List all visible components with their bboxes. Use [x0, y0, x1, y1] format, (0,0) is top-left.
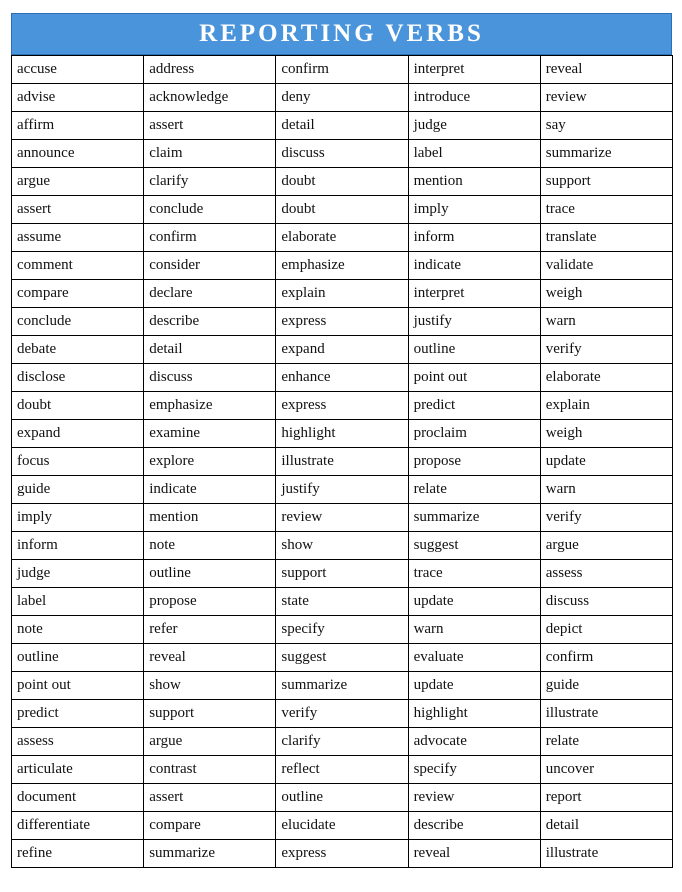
verb-cell: refine [12, 840, 144, 868]
verb-cell: outline [12, 644, 144, 672]
verb-cell: illustrate [540, 840, 672, 868]
verb-cell: show [144, 672, 276, 700]
verb-cell: support [144, 700, 276, 728]
table-row [12, 112, 673, 140]
verb-cell: assume [12, 224, 144, 252]
verb-cell: explain [276, 280, 408, 308]
verb-cell: mention [144, 504, 276, 532]
verb-cell: argue [540, 532, 672, 560]
verb-cell: express [276, 392, 408, 420]
table-row [12, 168, 673, 196]
verb-cell: assess [12, 728, 144, 756]
table-row [12, 448, 673, 476]
verb-cell: document [12, 784, 144, 812]
verb-cell: illustrate [276, 448, 408, 476]
verb-cell: assess [540, 560, 672, 588]
table-row [12, 336, 673, 364]
table-row [12, 224, 673, 252]
verb-cell: review [408, 784, 540, 812]
verb-cell: outline [408, 336, 540, 364]
verb-cell: accuse [12, 56, 144, 84]
verb-cell: predict [12, 700, 144, 728]
verb-cell: enhance [276, 364, 408, 392]
verb-cell: comment [12, 252, 144, 280]
verb-cell: support [540, 168, 672, 196]
verb-cell: report [540, 784, 672, 812]
table-row [12, 840, 673, 868]
verb-cell: suggest [408, 532, 540, 560]
verb-cell: refer [144, 616, 276, 644]
title-banner [11, 13, 672, 55]
verb-cell: outline [276, 784, 408, 812]
verb-cell: conclude [12, 308, 144, 336]
verb-cell: update [408, 672, 540, 700]
verb-cell: elaborate [540, 364, 672, 392]
verb-cell: introduce [408, 84, 540, 112]
table-row [12, 700, 673, 728]
verb-cell: elaborate [276, 224, 408, 252]
verb-cell: advocate [408, 728, 540, 756]
verb-cell: affirm [12, 112, 144, 140]
verb-cell: clarify [276, 728, 408, 756]
verb-cell: label [408, 140, 540, 168]
verb-cell: suggest [276, 644, 408, 672]
verb-cell: deny [276, 84, 408, 112]
verb-cell: clarify [144, 168, 276, 196]
verb-cell: reflect [276, 756, 408, 784]
verb-cell: relate [408, 476, 540, 504]
verb-cell: claim [144, 140, 276, 168]
verb-cell: proclaim [408, 420, 540, 448]
verb-cell: weigh [540, 420, 672, 448]
verb-cell: express [276, 308, 408, 336]
verb-cell: point out [12, 672, 144, 700]
verb-cell: differentiate [12, 812, 144, 840]
reporting-verbs-sheet [11, 13, 672, 868]
verb-cell: imply [12, 504, 144, 532]
verb-cell: warn [540, 476, 672, 504]
verb-cell: trace [408, 560, 540, 588]
verb-cell: validate [540, 252, 672, 280]
table-row [12, 364, 673, 392]
verb-cell: guide [540, 672, 672, 700]
verb-cell: consider [144, 252, 276, 280]
verb-cell: describe [144, 308, 276, 336]
verb-cell: explain [540, 392, 672, 420]
table-row [12, 140, 673, 168]
verb-cell: reveal [408, 840, 540, 868]
verb-cell: label [12, 588, 144, 616]
verb-cell: propose [144, 588, 276, 616]
verb-cell: detail [276, 112, 408, 140]
table-row [12, 420, 673, 448]
verb-cell: review [540, 84, 672, 112]
table-row [12, 532, 673, 560]
verb-cell: confirm [540, 644, 672, 672]
table-row [12, 644, 673, 672]
verb-cell: articulate [12, 756, 144, 784]
verb-cell: outline [144, 560, 276, 588]
verb-cell: expand [276, 336, 408, 364]
verb-cell: guide [12, 476, 144, 504]
verb-cell: reveal [144, 644, 276, 672]
verb-cell: doubt [276, 168, 408, 196]
verb-cell: discuss [540, 588, 672, 616]
verb-cell: compare [144, 812, 276, 840]
verb-cell: justify [276, 476, 408, 504]
verb-cell: propose [408, 448, 540, 476]
verb-cell: detail [144, 336, 276, 364]
verb-cell: disclose [12, 364, 144, 392]
table-row [12, 56, 673, 84]
table-row [12, 476, 673, 504]
verb-cell: warn [540, 308, 672, 336]
verb-cell: state [276, 588, 408, 616]
verb-cell: verify [276, 700, 408, 728]
verb-cell: highlight [276, 420, 408, 448]
verb-cell: elucidate [276, 812, 408, 840]
verb-cell: argue [144, 728, 276, 756]
verb-cell: indicate [408, 252, 540, 280]
verb-cell: translate [540, 224, 672, 252]
verb-cell: weigh [540, 280, 672, 308]
verb-cell: illustrate [540, 700, 672, 728]
verb-cell: emphasize [276, 252, 408, 280]
table-row [12, 756, 673, 784]
verb-cell: say [540, 112, 672, 140]
verb-cell: relate [540, 728, 672, 756]
verb-cell: detail [540, 812, 672, 840]
table-row [12, 812, 673, 840]
verb-cell: emphasize [144, 392, 276, 420]
verb-cell: mention [408, 168, 540, 196]
verb-cell: discuss [276, 140, 408, 168]
verb-cell: specify [408, 756, 540, 784]
page-title: REPORTING VERBS [199, 20, 484, 47]
verb-cell: inform [408, 224, 540, 252]
verb-cell: confirm [276, 56, 408, 84]
table-row [12, 280, 673, 308]
verb-cell: summarize [408, 504, 540, 532]
verb-cell: announce [12, 140, 144, 168]
verb-cell: describe [408, 812, 540, 840]
verb-cell: declare [144, 280, 276, 308]
verb-cell: interpret [408, 56, 540, 84]
verb-cell: note [144, 532, 276, 560]
verb-cell: judge [12, 560, 144, 588]
verb-cell: point out [408, 364, 540, 392]
verb-cell: argue [12, 168, 144, 196]
verbs-table-body [12, 56, 673, 868]
verb-cell: acknowledge [144, 84, 276, 112]
verb-cell: assert [12, 196, 144, 224]
verb-cell: update [408, 588, 540, 616]
verb-cell: summarize [144, 840, 276, 868]
verb-cell: show [276, 532, 408, 560]
table-row [12, 560, 673, 588]
verb-cell: update [540, 448, 672, 476]
verb-cell: judge [408, 112, 540, 140]
verb-cell: uncover [540, 756, 672, 784]
verb-cell: debate [12, 336, 144, 364]
table-row [12, 588, 673, 616]
verb-cell: interpret [408, 280, 540, 308]
table-row [12, 784, 673, 812]
verb-cell: support [276, 560, 408, 588]
verb-cell: explore [144, 448, 276, 476]
verb-cell: reveal [540, 56, 672, 84]
table-row [12, 252, 673, 280]
verb-cell: assert [144, 784, 276, 812]
verb-cell: address [144, 56, 276, 84]
verb-cell: inform [12, 532, 144, 560]
verb-cell: verify [540, 504, 672, 532]
table-row [12, 84, 673, 112]
verb-cell: compare [12, 280, 144, 308]
verb-cell: focus [12, 448, 144, 476]
verb-cell: warn [408, 616, 540, 644]
verb-cell: assert [144, 112, 276, 140]
verb-cell: express [276, 840, 408, 868]
verbs-table [11, 55, 673, 868]
verb-cell: doubt [276, 196, 408, 224]
verb-cell: specify [276, 616, 408, 644]
verb-cell: depict [540, 616, 672, 644]
verb-cell: summarize [540, 140, 672, 168]
verb-cell: trace [540, 196, 672, 224]
verb-cell: justify [408, 308, 540, 336]
verb-cell: evaluate [408, 644, 540, 672]
verb-cell: contrast [144, 756, 276, 784]
verb-cell: examine [144, 420, 276, 448]
verb-cell: imply [408, 196, 540, 224]
table-row [12, 728, 673, 756]
verb-cell: doubt [12, 392, 144, 420]
verb-cell: review [276, 504, 408, 532]
verb-cell: advise [12, 84, 144, 112]
table-row [12, 392, 673, 420]
verb-cell: discuss [144, 364, 276, 392]
table-row [12, 672, 673, 700]
verb-cell: expand [12, 420, 144, 448]
verb-cell: indicate [144, 476, 276, 504]
table-row [12, 308, 673, 336]
table-row [12, 196, 673, 224]
verb-cell: predict [408, 392, 540, 420]
verb-cell: verify [540, 336, 672, 364]
verb-cell: confirm [144, 224, 276, 252]
table-row [12, 616, 673, 644]
verb-cell: highlight [408, 700, 540, 728]
verb-cell: conclude [144, 196, 276, 224]
verb-cell: note [12, 616, 144, 644]
verb-cell: summarize [276, 672, 408, 700]
table-row [12, 504, 673, 532]
